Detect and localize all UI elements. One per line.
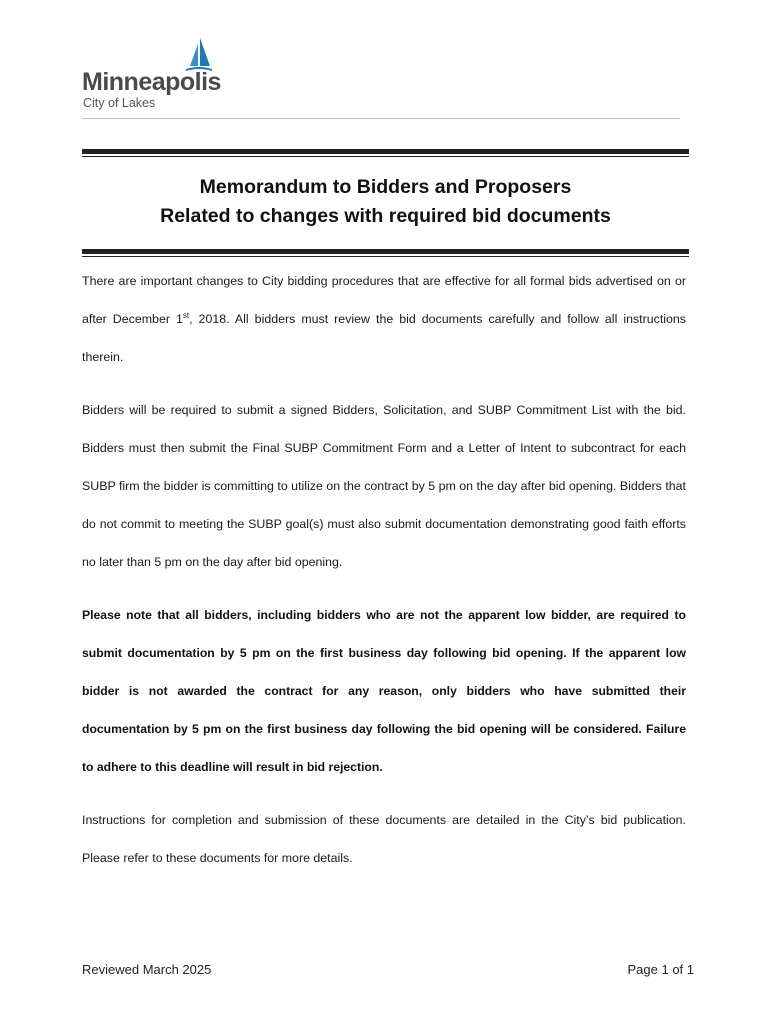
- p1-text-end: , 2018. All bidders must review the bid documents carefully and follow all instructions therein.: [82, 312, 686, 364]
- logo-tagline: City of Lakes: [83, 96, 156, 110]
- paragraph-subp-requirements: Bidders will be required to submit a signed Bidders, Solicitation, and SUBP Commitment List with the bid. Bidders must then submit the Final SUBP Commitment Form and a Letter of Intent to subcontract for each SUBP firm the bidder is committing to utilize on the contract by 5 pm on the day after bid opening. Bidders that do not commit to meeting the SUBP goal(s) must also submit documentation demonstrating good faith efforts no later than 5 pm on the day after bid opening.: [82, 403, 686, 569]
- title-top-rule-thin: [82, 156, 689, 157]
- memo-title-line1: Memorandum to Bidders and Proposers: [199, 176, 572, 198]
- paragraph-instructions: Instructions for completion and submission of these documents are detailed in the City’s bid publication. Please refer to these documents for more details.: [82, 813, 686, 865]
- title-bottom-rule: [82, 249, 689, 254]
- title-bottom-rule-thin: [82, 256, 689, 257]
- header-divider: [82, 118, 680, 119]
- footer-page-number: Page 1 of 1: [627, 962, 694, 977]
- paragraph-effective-date: [82, 262, 686, 376]
- footer-reviewed-date: Reviewed March 2025: [82, 962, 212, 977]
- title-top-rule: [82, 149, 689, 154]
- city-logo: [82, 36, 222, 116]
- p1-text-start: There are important changes to City bidding procedures that are effective for all formal bids advertised on or after December 1: [82, 274, 686, 326]
- logo-name: Minneapolis: [82, 68, 221, 96]
- memo-title-line2: Related to changes with required bid documents: [160, 205, 611, 227]
- p1-ordinal: st: [182, 310, 190, 320]
- paragraph-deadline-notice: Please note that all bidders, including bidders who are not the apparent low bidder, are required to submit documentation by 5 pm on the first business day following bid opening. If the apparent low bidder is not awarded the contract for any reason, only bidders who have submitted their documentation by 5 pm on the first business day following the bid opening will be considered. Failure to adhere to this deadline will result in bid rejection.: [82, 608, 686, 774]
